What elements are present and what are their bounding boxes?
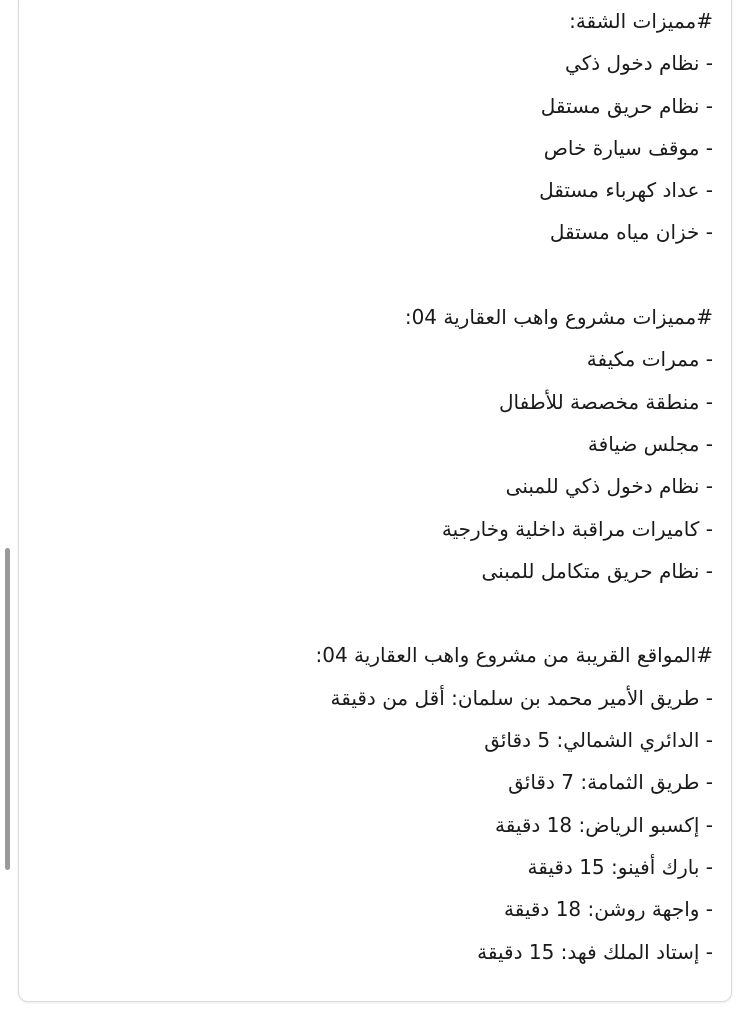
section-heading: #المواقع القريبة من مشروع واهب العقارية 04:: [315, 643, 713, 668]
list-item: - واجهة روشن: 18 دقيقة: [503, 897, 713, 922]
list-item: - نظام حريق متكامل للمبنى: [481, 558, 713, 583]
section-nearby-locations: [315, 634, 713, 972]
list-item: - بارك أفينو: 15 دقيقة: [527, 854, 713, 879]
list-item: - الدائري الشمالي: 5 دقائق: [484, 728, 713, 753]
list-item: - منطقة مخصصة للأطفال: [498, 389, 713, 414]
list-item: - كاميرات مراقبة داخلية وخارجية: [441, 516, 713, 541]
list-item: - طريق الثمامة: 7 دقائق: [508, 770, 713, 795]
list-item: - مجلس ضيافة: [587, 431, 713, 456]
list-item: - إستاد الملك فهد: 15 دقيقة: [477, 939, 713, 964]
list-item: - ممرات مكيفة: [586, 347, 713, 372]
section-apartment-features: [315, 0, 713, 254]
scrollbar[interactable]: [5, 548, 10, 870]
list-item: - نظام حريق مستقل: [540, 93, 713, 118]
section-heading: #مميزات مشروع واهب العقارية 04:: [404, 305, 713, 330]
spacer: [315, 592, 713, 634]
section-project-features: [315, 296, 713, 592]
list-item: - موقف سيارة خاص: [543, 135, 713, 160]
list-item: - نظام دخول ذكي للمبنى: [505, 474, 713, 499]
message-text: [315, 0, 713, 973]
message-card: [18, 0, 732, 1002]
list-item: - عداد كهرباء مستقل: [539, 178, 713, 203]
list-item: - إكسبو الرياض: 18 دقيقة: [495, 812, 713, 837]
section-heading: #مميزات الشقة:: [569, 9, 713, 33]
list-item: - خزان مياه مستقل: [549, 220, 713, 245]
spacer: [315, 254, 713, 296]
list-item: - طريق الأمير محمد بن سلمان: أقل من دقيقة: [330, 685, 713, 710]
list-item: - نظام دخول ذكي: [565, 51, 713, 76]
